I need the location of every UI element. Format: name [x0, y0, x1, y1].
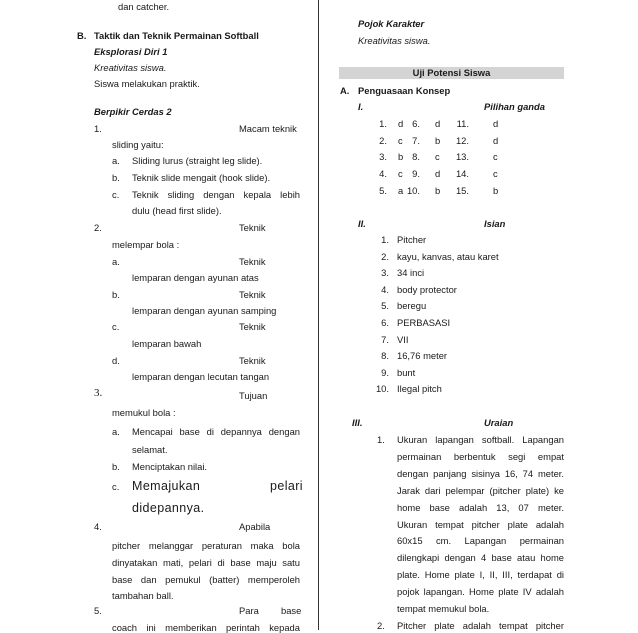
uraian-line: dilengkapi dengan 4 base atau home	[397, 552, 564, 564]
mc-answer: b	[435, 134, 441, 146]
isian-answer: Pitcher	[397, 234, 427, 245]
part2-roman: II.	[358, 218, 366, 229]
q4-line1: pitcher melanggar peraturan maka bola	[112, 540, 300, 551]
uraian-line: pojok lapangan. Home plate IV adalah	[397, 586, 564, 598]
uraian-line: Ukuran lapangan softball. Lapangan	[397, 434, 564, 445]
uraian-line: plate. Home plate I, II, III, terdapat di	[397, 569, 564, 581]
q1-a-text: Sliding lurus (straight leg slide).	[132, 155, 263, 166]
isian-answer: bunt	[397, 366, 416, 378]
uraian-line: Jarak dari pelempar (pitcher plate) ke	[397, 484, 564, 496]
q2-lead: Teknik	[239, 222, 266, 233]
q2-a-text: lemparan dengan ayunan atas	[132, 272, 259, 283]
uraian-line: dengan panjang sisinya 16, 74 meter.	[397, 467, 564, 479]
uraian-line: permainan berbentuk segi empat	[397, 450, 564, 462]
mc-number: 5.	[379, 184, 387, 196]
uji-potensi-band: Uji Potensi Siswa	[339, 67, 564, 79]
mc-answer: c	[493, 151, 498, 163]
continued-text: dan catcher.	[118, 1, 170, 12]
q1-c-letter: c.	[112, 189, 120, 200]
part1-title: Pilihan ganda	[484, 101, 545, 112]
mc-number: 12.	[455, 134, 469, 146]
column-divider	[318, 0, 319, 630]
mc-answer: c	[435, 151, 440, 163]
mc-answer: d	[398, 118, 404, 129]
q2-a-letter: a.	[112, 256, 120, 267]
q2-d-text: lemparan dengan lecutan tangan	[132, 371, 270, 382]
uraian-number: 2.	[377, 619, 385, 631]
isian-answer: body protector	[397, 283, 457, 295]
q4-lead: Apabila	[239, 521, 271, 532]
pojok-text: Kreativitas siswa.	[358, 35, 431, 46]
part3-title: Uraian	[484, 417, 514, 428]
mc-answer: c	[398, 134, 403, 146]
q4-line4: tambahan ball.	[112, 590, 174, 601]
mc-number: 13.	[455, 151, 469, 163]
section-b-letter: B.	[77, 30, 87, 41]
isian-answer: VII	[397, 333, 409, 345]
isian-number: 2.	[381, 250, 389, 262]
q2-d-lead: Teknik	[239, 355, 266, 366]
mc-number: 7.	[412, 134, 420, 146]
section-b-title: Taktik dan Teknik Permainan Softball	[94, 30, 259, 41]
mc-answer: b	[493, 184, 499, 196]
section-a-title: Penguasaan Konsep	[358, 85, 451, 96]
mc-number: 3.	[379, 151, 387, 163]
q2-c-lead: Teknik	[239, 321, 266, 332]
praktik-text: Siswa melakukan praktik.	[94, 78, 200, 89]
q1-c-line2: dulu (head first slide).	[132, 205, 222, 216]
mc-number: 11.	[456, 118, 469, 129]
q2-b-letter: b.	[112, 289, 120, 300]
mc-answer: c	[493, 168, 498, 180]
isian-number: 8.	[381, 350, 389, 362]
berpikir-heading: Berpikir Cerdas 2	[94, 106, 172, 117]
mc-number: 4.	[379, 168, 387, 180]
q3-c-word2: pelari	[270, 479, 303, 493]
uraian-line: Ukuran tempat pitcher plate adalah	[397, 518, 564, 530]
isian-number: 5.	[381, 300, 389, 312]
mc-number: 14.	[455, 168, 469, 180]
q1-number: 1.	[94, 123, 102, 134]
isian-number: 4.	[381, 283, 389, 295]
q3-cont: memukul bola :	[112, 407, 176, 418]
mc-number: 2.	[379, 134, 387, 146]
mc-number: 6.	[412, 118, 420, 129]
uraian-line: home base adalah 13, 07 meter.	[397, 501, 564, 513]
q2-cont: melempar bola :	[112, 239, 180, 250]
q1-cont: sliding yaitu:	[112, 139, 164, 150]
q2-d-letter: d.	[112, 355, 120, 366]
isian-answer: PERBASASI	[397, 317, 451, 328]
pojok-heading: Pojok Karakter	[358, 18, 425, 29]
mc-answer: d	[493, 134, 499, 146]
q1-b-text: Teknik slide mengait (hook slide).	[132, 172, 271, 183]
q3-c-letter: c.	[112, 481, 120, 492]
q3-a-line1: Mencapai base di depannya dengan	[132, 426, 300, 437]
q3-a-line2: selamat.	[132, 444, 168, 455]
q5-number: 5.	[94, 605, 102, 616]
q2-b-text: lemparan dengan ayunan samping	[132, 305, 277, 316]
q2-c-text: lemparan bawah	[132, 338, 202, 349]
mc-answer: d	[435, 168, 441, 180]
q3-number: 3.	[94, 387, 103, 399]
q5-word1: Para	[239, 605, 259, 616]
q3-c-line2: didepannya.	[132, 501, 205, 515]
q2-number: 2.	[94, 222, 102, 233]
q4-number: 4.	[94, 521, 102, 532]
mc-number: 9.	[412, 168, 420, 180]
part3-roman: III.	[352, 417, 363, 428]
uraian-number: 1.	[377, 434, 385, 445]
isian-number: 9.	[381, 366, 389, 378]
kreativitas-text: Kreativitas siswa.	[94, 62, 167, 73]
mc-number: 1.	[379, 118, 387, 129]
q4-line3: base dan pemukul (batter) memperoleh	[112, 574, 300, 585]
q3-a-letter: a.	[112, 426, 120, 437]
mc-answer: b	[398, 151, 404, 163]
q1-b-letter: b.	[112, 172, 120, 183]
isian-number: 1.	[381, 234, 389, 245]
isian-answer: kayu, kanvas, atau karet	[397, 250, 499, 262]
q5-line2: coach ini memberikan perintah kepada	[112, 622, 300, 633]
isian-answer: Ilegal pitch	[397, 383, 442, 395]
isian-answer: 34 inci	[397, 267, 425, 279]
q1-a-letter: a.	[112, 155, 120, 166]
mc-answer: d	[493, 118, 499, 129]
q2-b-lead: Teknik	[239, 289, 266, 300]
isian-number: 10.	[375, 383, 389, 395]
q3-b-text: Menciptakan nilai.	[132, 461, 208, 472]
uraian-line: 60x15 cm. Lapangan permainan	[397, 535, 564, 547]
q3-c-word1: Memajukan	[132, 479, 201, 493]
mc-answer: c	[398, 168, 403, 180]
mc-number: 10.	[406, 184, 420, 196]
eksplorasi-heading: Eksplorasi Diri 1	[94, 46, 168, 57]
mc-answer: a	[398, 184, 404, 196]
q4-line2: dinyatakan mati, pelari di base maju satu	[112, 557, 300, 568]
mc-answer: d	[435, 118, 441, 129]
uraian-line: tempat memukul bola.	[397, 603, 490, 614]
uraian-line: Pitcher plate adalah tempat pitcher	[397, 619, 564, 631]
isian-number: 6.	[381, 317, 389, 328]
isian-answer: 16,76 meter	[397, 350, 448, 362]
mc-answer: b	[435, 184, 441, 196]
q3-b-letter: b.	[112, 461, 120, 472]
q3-lead: Tujuan	[239, 390, 268, 401]
mc-number: 8.	[412, 151, 420, 163]
isian-answer: beregu	[397, 300, 427, 312]
q1-lead: Macam teknik	[239, 123, 297, 134]
q5-word2: base	[281, 605, 302, 616]
part1-roman: I.	[358, 101, 364, 112]
section-a-letter: A.	[340, 85, 350, 96]
q2-a-lead: Teknik	[239, 256, 266, 267]
isian-number: 3.	[381, 267, 389, 279]
q1-c-line1: Teknik sliding dengan kepala lebih	[132, 189, 300, 200]
q2-c-letter: c.	[112, 321, 120, 332]
mc-number: 15.	[455, 184, 469, 196]
part2-title: Isian	[484, 218, 506, 229]
isian-number: 7.	[381, 333, 389, 345]
